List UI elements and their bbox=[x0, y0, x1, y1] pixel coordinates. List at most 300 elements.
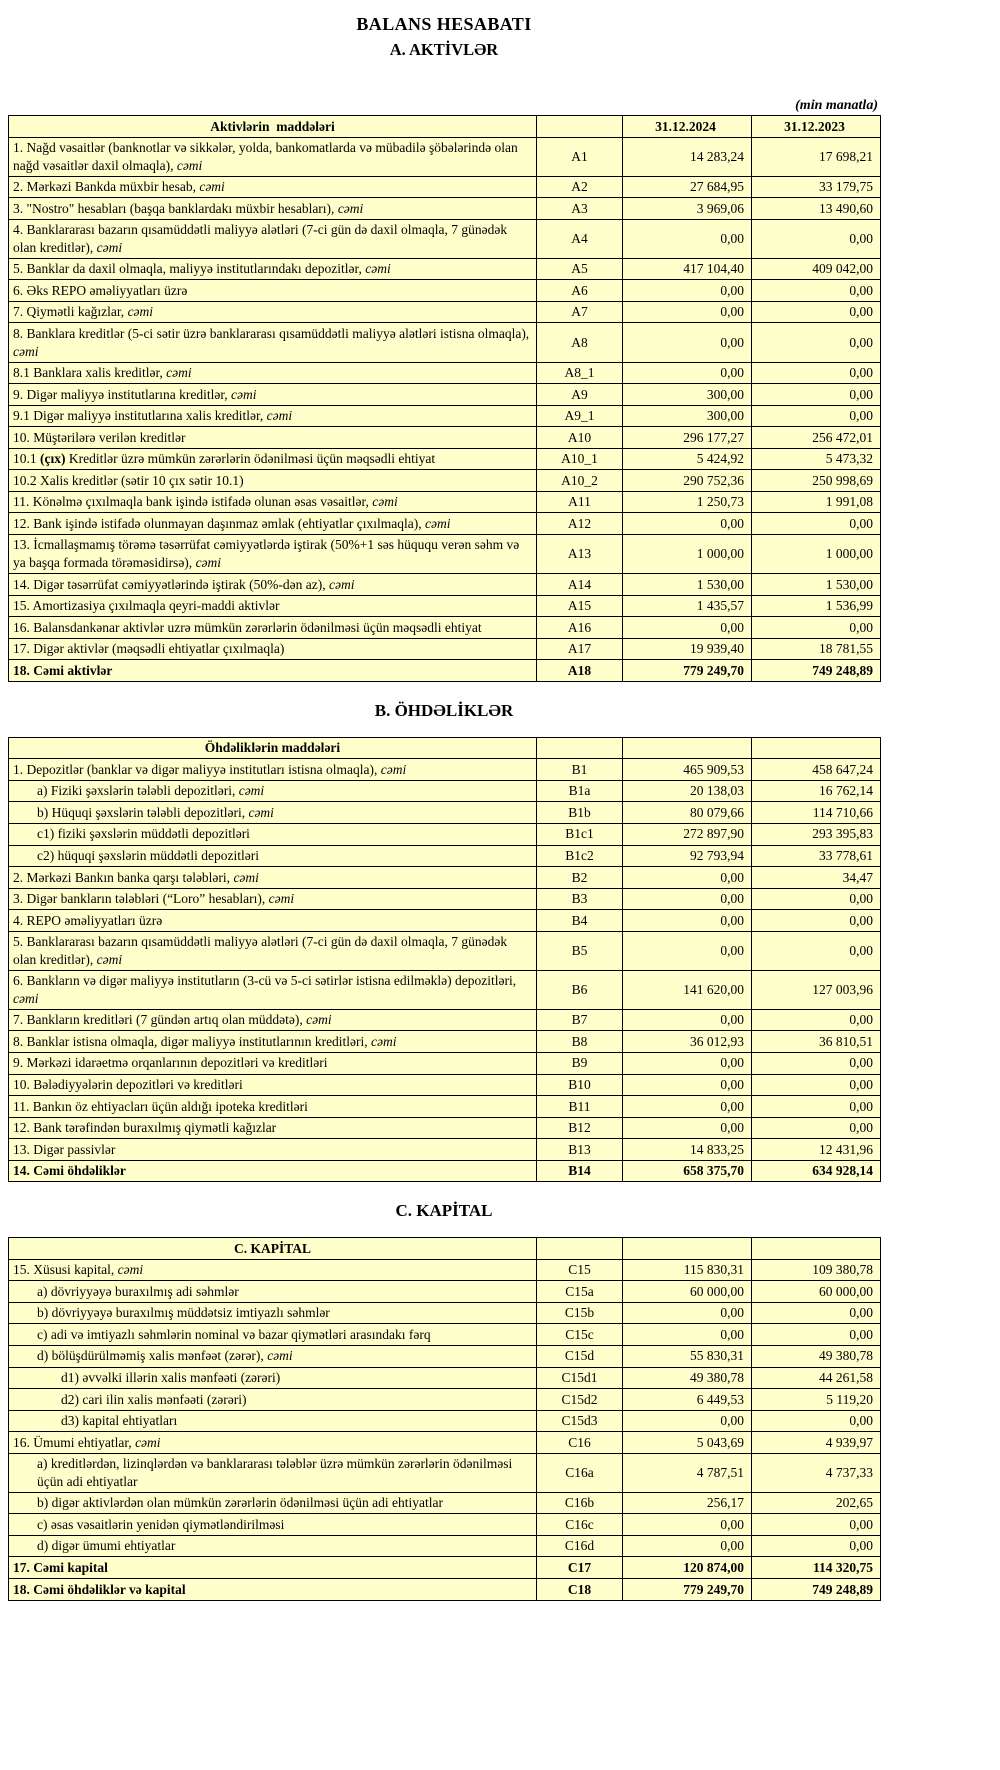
table-row bbox=[9, 470, 881, 492]
value-2023: 127 003,96 bbox=[752, 970, 881, 1009]
table-row bbox=[9, 1535, 881, 1557]
value-2024: 256,17 bbox=[623, 1492, 752, 1514]
table-row bbox=[9, 1259, 881, 1281]
item-label: d) digər ümumi ehtiyatlar bbox=[9, 1535, 537, 1557]
item-code: A3 bbox=[537, 198, 623, 220]
value-2024: 290 752,36 bbox=[623, 470, 752, 492]
item-code: C15 bbox=[537, 1259, 623, 1281]
table-row bbox=[9, 1389, 881, 1411]
column-header-code bbox=[537, 1238, 623, 1260]
table-row bbox=[9, 1432, 881, 1454]
value-2024: 300,00 bbox=[623, 405, 752, 427]
value-2024: 0,00 bbox=[623, 617, 752, 639]
value-2023: 5 473,32 bbox=[752, 448, 881, 470]
value-2024: 5 424,92 bbox=[623, 448, 752, 470]
table-row bbox=[9, 427, 881, 449]
value-2023: 18 781,55 bbox=[752, 638, 881, 660]
table-row bbox=[9, 1514, 881, 1536]
value-2023: 0,00 bbox=[752, 617, 881, 639]
item-label: 11. Könəlmə çıxılmaqla bank işində istifadə olunan əsas vəsaitlər, cəmi bbox=[9, 491, 537, 513]
balance-table-a bbox=[8, 115, 881, 682]
item-code: B6 bbox=[537, 970, 623, 1009]
table-row bbox=[9, 1281, 881, 1303]
value-2024: 1 435,57 bbox=[623, 595, 752, 617]
value-2024: 3 969,06 bbox=[623, 198, 752, 220]
table-row bbox=[9, 1345, 881, 1367]
table-row bbox=[9, 405, 881, 427]
value-2024: 0,00 bbox=[623, 910, 752, 932]
item-label: c2) hüquqi şəxslərin müddətli depozitləri bbox=[9, 845, 537, 867]
column-header-2023 bbox=[752, 737, 881, 759]
value-2023: 109 380,78 bbox=[752, 1259, 881, 1281]
table-row bbox=[9, 574, 881, 596]
item-code: C15d3 bbox=[537, 1410, 623, 1432]
item-label: 11. Bankın öz ehtiyacları üçün aldığı ipoteka kreditləri bbox=[9, 1096, 537, 1118]
item-label: 4. REPO əməliyyatları üzrə bbox=[9, 910, 537, 932]
item-label: 9. Digər maliyyə institutlarına kreditlər, cəmi bbox=[9, 384, 537, 406]
column-header-2023: 31.12.2023 bbox=[752, 116, 881, 138]
value-2024: 658 375,70 bbox=[623, 1160, 752, 1182]
table-row bbox=[9, 802, 881, 824]
table-row bbox=[9, 1324, 881, 1346]
item-code: B8 bbox=[537, 1031, 623, 1053]
value-2023: 256 472,01 bbox=[752, 427, 881, 449]
value-2024: 0,00 bbox=[623, 513, 752, 535]
item-label: 2. Mərkəzi Bankın banka qarşı tələbləri, cəmi bbox=[9, 867, 537, 889]
table-row bbox=[9, 1557, 881, 1579]
item-code: B5 bbox=[537, 931, 623, 970]
item-label: c1) fiziki şəxslərin müddətli depozitləri bbox=[9, 823, 537, 845]
item-code: A10 bbox=[537, 427, 623, 449]
value-2023: 0,00 bbox=[752, 1074, 881, 1096]
table-row bbox=[9, 491, 881, 513]
item-label: 18. Cəmi öhdəliklər və kapital bbox=[9, 1579, 537, 1601]
value-2024: 27 684,95 bbox=[623, 176, 752, 198]
value-2024: 0,00 bbox=[623, 1096, 752, 1118]
value-2024: 417 104,40 bbox=[623, 258, 752, 280]
table-row bbox=[9, 323, 881, 362]
value-2023: 16 762,14 bbox=[752, 780, 881, 802]
value-2023: 293 395,83 bbox=[752, 823, 881, 845]
item-label: 10. Müştərilərə verilən kreditlər bbox=[9, 427, 537, 449]
table-row bbox=[9, 301, 881, 323]
value-2023: 17 698,21 bbox=[752, 137, 881, 176]
value-2023: 458 647,24 bbox=[752, 759, 881, 781]
item-code: A9 bbox=[537, 384, 623, 406]
table-row bbox=[9, 970, 881, 1009]
table-header-row bbox=[9, 116, 881, 138]
item-code: B1c2 bbox=[537, 845, 623, 867]
item-label: c) əsas vəsaitlərin yenidən qiymətləndirilməsi bbox=[9, 1514, 537, 1536]
value-2023: 0,00 bbox=[752, 1117, 881, 1139]
value-2024: 92 793,94 bbox=[623, 845, 752, 867]
item-code: B2 bbox=[537, 867, 623, 889]
item-label: 1. Nağd vəsaitlər (banknotlar və sikkələr, yolda, bankomatlarda və mübadilə şöbələrində olan nağd vəsaitlər daxil olmaqla), cəmi bbox=[9, 137, 537, 176]
item-label: b) dövriyyəyə buraxılmış müddətsiz imtiyazlı səhmlər bbox=[9, 1302, 537, 1324]
item-label: 7. Bankların kreditləri (7 gündən artıq olan müddətə), cəmi bbox=[9, 1009, 537, 1031]
table-row bbox=[9, 1579, 881, 1601]
value-2023: 634 928,14 bbox=[752, 1160, 881, 1182]
value-2024: 49 380,78 bbox=[623, 1367, 752, 1389]
value-2024: 55 830,31 bbox=[623, 1345, 752, 1367]
item-label: 18. Cəmi aktivlər bbox=[9, 660, 537, 682]
item-label: 10.1 (çıx) Kreditlər üzrə mümkün zərərlərin ödənilməsi üçün məqsədli ehtiyat bbox=[9, 448, 537, 470]
item-code: C16b bbox=[537, 1492, 623, 1514]
value-2024: 60 000,00 bbox=[623, 1281, 752, 1303]
item-code: A14 bbox=[537, 574, 623, 596]
balance-table-b bbox=[8, 737, 881, 1182]
item-label: d1) əvvəlki illərin xalis mənfəəti (zərəri) bbox=[9, 1367, 537, 1389]
table-row bbox=[9, 1117, 881, 1139]
item-code: A5 bbox=[537, 258, 623, 280]
column-header-items: C. KAPİTAL bbox=[9, 1238, 537, 1260]
item-label: a) dövriyyəyə buraxılmış adi səhmlər bbox=[9, 1281, 537, 1303]
value-2024: 300,00 bbox=[623, 384, 752, 406]
value-2024: 14 833,25 bbox=[623, 1139, 752, 1161]
item-code: A1 bbox=[537, 137, 623, 176]
item-label: 15. Xüsusi kapital, cəmi bbox=[9, 1259, 537, 1281]
item-label: 4. Banklararası bazarın qısamüddətli maliyyə alətləri (7-ci gün də daxil olmaqla, 7 günədək olan kreditlər), cəmi bbox=[9, 219, 537, 258]
value-2024: 19 939,40 bbox=[623, 638, 752, 660]
item-code: A15 bbox=[537, 595, 623, 617]
table-row bbox=[9, 780, 881, 802]
table-row bbox=[9, 888, 881, 910]
item-label: 5. Banklararası bazarın qısamüddətli maliyyə alətləri (7-ci gün də daxil olmaqla, 7 günədək olan kreditlər), cəmi bbox=[9, 931, 537, 970]
value-2024: 80 079,66 bbox=[623, 802, 752, 824]
value-2024: 14 283,24 bbox=[623, 137, 752, 176]
table-row bbox=[9, 1492, 881, 1514]
value-2023: 1 530,00 bbox=[752, 574, 881, 596]
value-2023: 749 248,89 bbox=[752, 660, 881, 682]
item-label: a) Fiziki şəxslərin tələbli depozitləri, cəmi bbox=[9, 780, 537, 802]
table-row bbox=[9, 137, 881, 176]
item-label: 6. Bankların və digər maliyyə institutların (3-cü və 5-ci sətirlər istisna edilməklə) depozitləri, cəmi bbox=[9, 970, 537, 1009]
item-label: 7. Qiymətli kağızlar, cəmi bbox=[9, 301, 537, 323]
table-row bbox=[9, 910, 881, 932]
item-label: 1. Depozitlər (banklar və digər maliyyə institutları istisna olmaqla), cəmi bbox=[9, 759, 537, 781]
item-code: B1a bbox=[537, 780, 623, 802]
item-code: A10_2 bbox=[537, 470, 623, 492]
value-2023: 1 991,08 bbox=[752, 491, 881, 513]
value-2023: 1 536,99 bbox=[752, 595, 881, 617]
value-2023: 0,00 bbox=[752, 931, 881, 970]
value-2024: 0,00 bbox=[623, 867, 752, 889]
value-2024: 0,00 bbox=[623, 1324, 752, 1346]
item-label: b) Hüquqi şəxslərin tələbli depozitləri, cəmi bbox=[9, 802, 537, 824]
value-2024: 0,00 bbox=[623, 1514, 752, 1536]
item-label: 9. Mərkəzi idarəetmə orqanlarının depozitləri və kreditləri bbox=[9, 1052, 537, 1074]
value-2023: 0,00 bbox=[752, 888, 881, 910]
table-row bbox=[9, 1139, 881, 1161]
content-area bbox=[8, 14, 880, 1601]
item-label: c) adi və imtiyazlı səhmlərin nominal və bazar qiymətləri arasındakı fərq bbox=[9, 1324, 537, 1346]
item-code: A6 bbox=[537, 280, 623, 302]
item-code: B11 bbox=[537, 1096, 623, 1118]
column-header-2023 bbox=[752, 1238, 881, 1260]
item-code: B3 bbox=[537, 888, 623, 910]
column-header-code bbox=[537, 116, 623, 138]
value-2023: 0,00 bbox=[752, 1514, 881, 1536]
table-row bbox=[9, 1052, 881, 1074]
value-2023: 33 778,61 bbox=[752, 845, 881, 867]
column-header-code bbox=[537, 737, 623, 759]
value-2024: 0,00 bbox=[623, 280, 752, 302]
item-label: d3) kapital ehtiyatları bbox=[9, 1410, 537, 1432]
value-2023: 0,00 bbox=[752, 1410, 881, 1432]
table-row bbox=[9, 219, 881, 258]
item-code: A4 bbox=[537, 219, 623, 258]
column-header-2024: 31.12.2024 bbox=[623, 116, 752, 138]
value-2023: 202,65 bbox=[752, 1492, 881, 1514]
value-2023: 0,00 bbox=[752, 219, 881, 258]
value-2023: 0,00 bbox=[752, 1324, 881, 1346]
value-2023: 749 248,89 bbox=[752, 1579, 881, 1601]
value-2024: 0,00 bbox=[623, 362, 752, 384]
value-2023: 0,00 bbox=[752, 280, 881, 302]
table-row bbox=[9, 1302, 881, 1324]
item-label: 8. Banklara kreditlər (5-ci sətir üzrə banklararası qısamüddətli maliyyə alətləri istisna olmaqla), cəmi bbox=[9, 323, 537, 362]
value-2023: 0,00 bbox=[752, 362, 881, 384]
value-2023: 0,00 bbox=[752, 1096, 881, 1118]
table-row bbox=[9, 845, 881, 867]
section-a-heading: A. AKTİVLƏR bbox=[389, 40, 499, 59]
value-2023: 44 261,58 bbox=[752, 1367, 881, 1389]
value-2024: 272 897,90 bbox=[623, 823, 752, 845]
table-row bbox=[9, 931, 881, 970]
table-row bbox=[9, 513, 881, 535]
table-row bbox=[9, 638, 881, 660]
table-row bbox=[9, 1009, 881, 1031]
item-code: B4 bbox=[537, 910, 623, 932]
item-label: 10.2 Xalis kreditlər (sətir 10 çıx sətir 10.1) bbox=[9, 470, 537, 492]
item-code: C15c bbox=[537, 1324, 623, 1346]
item-code: C15a bbox=[537, 1281, 623, 1303]
item-label: 12. Bank tərəfindən buraxılmış qiymətli kağızlar bbox=[9, 1117, 537, 1139]
item-code: B7 bbox=[537, 1009, 623, 1031]
balance-table-c bbox=[8, 1237, 881, 1600]
value-2024: 20 138,03 bbox=[623, 780, 752, 802]
value-2023: 4 939,97 bbox=[752, 1432, 881, 1454]
table-row bbox=[9, 1031, 881, 1053]
tables-container bbox=[8, 115, 880, 1601]
table-row bbox=[9, 534, 881, 573]
table-row bbox=[9, 362, 881, 384]
value-2023: 60 000,00 bbox=[752, 1281, 881, 1303]
table-row bbox=[9, 595, 881, 617]
item-code: B1 bbox=[537, 759, 623, 781]
value-2024: 115 830,31 bbox=[623, 1259, 752, 1281]
item-label: 16. Balansdankənar aktivlər uzrə mümkün zərərlərin ödənilməsi üçün məqsədli ehtiyat bbox=[9, 617, 537, 639]
value-2024: 5 043,69 bbox=[623, 1432, 752, 1454]
value-2024: 0,00 bbox=[623, 301, 752, 323]
item-label: d) bölüşdürülməmiş xalis mənfəət (zərər), cəmi bbox=[9, 1345, 537, 1367]
value-2024: 36 012,93 bbox=[623, 1031, 752, 1053]
item-code: C15d1 bbox=[537, 1367, 623, 1389]
table-row bbox=[9, 448, 881, 470]
table-row bbox=[9, 660, 881, 682]
value-2023: 0,00 bbox=[752, 323, 881, 362]
item-label: 17. Cəmi kapital bbox=[9, 1557, 537, 1579]
value-2023: 0,00 bbox=[752, 1052, 881, 1074]
value-2023: 0,00 bbox=[752, 1302, 881, 1324]
item-code: B10 bbox=[537, 1074, 623, 1096]
value-2023: 0,00 bbox=[752, 1009, 881, 1031]
unit-note: (min manatla) bbox=[795, 98, 878, 113]
item-label: 10. Bələdiyyələrin depozitləri və kreditləri bbox=[9, 1074, 537, 1096]
value-2024: 4 787,51 bbox=[623, 1453, 752, 1492]
item-label: 6. Əks REPO əməliyyatları üzrə bbox=[9, 280, 537, 302]
value-2023: 49 380,78 bbox=[752, 1345, 881, 1367]
item-code: C16 bbox=[537, 1432, 623, 1454]
value-2023: 33 179,75 bbox=[752, 176, 881, 198]
value-2024: 465 909,53 bbox=[623, 759, 752, 781]
item-label: 15. Amortizasiya çıxılmaqla qeyri-maddi aktivlər bbox=[9, 595, 537, 617]
item-code: A17 bbox=[537, 638, 623, 660]
value-2023: 1 000,00 bbox=[752, 534, 881, 573]
item-code: A8 bbox=[537, 323, 623, 362]
item-code: A18 bbox=[537, 660, 623, 682]
value-2024: 0,00 bbox=[623, 1052, 752, 1074]
item-code: B1c1 bbox=[537, 823, 623, 845]
item-code: A8_1 bbox=[537, 362, 623, 384]
item-label: d2) cari ilin xalis mənfəəti (zərəri) bbox=[9, 1389, 537, 1411]
value-2023: 0,00 bbox=[752, 301, 881, 323]
item-code: A12 bbox=[537, 513, 623, 535]
value-2024: 0,00 bbox=[623, 219, 752, 258]
table-row bbox=[9, 617, 881, 639]
value-2024: 0,00 bbox=[623, 931, 752, 970]
value-2024: 0,00 bbox=[623, 323, 752, 362]
section-b-heading: B. ÖHDƏLİKLƏR bbox=[374, 700, 514, 720]
table-row bbox=[9, 759, 881, 781]
value-2024: 141 620,00 bbox=[623, 970, 752, 1009]
table-row bbox=[9, 1367, 881, 1389]
item-code: C15d bbox=[537, 1345, 623, 1367]
item-code: A10_1 bbox=[537, 448, 623, 470]
value-2024: 779 249,70 bbox=[623, 1579, 752, 1601]
value-2024: 779 249,70 bbox=[623, 660, 752, 682]
value-2024: 1 530,00 bbox=[623, 574, 752, 596]
table-header-row bbox=[9, 1238, 881, 1260]
table-row bbox=[9, 1453, 881, 1492]
value-2023: 114 320,75 bbox=[752, 1557, 881, 1579]
value-2024: 6 449,53 bbox=[623, 1389, 752, 1411]
value-2024: 0,00 bbox=[623, 1302, 752, 1324]
item-code: C16d bbox=[537, 1535, 623, 1557]
value-2023: 0,00 bbox=[752, 1535, 881, 1557]
table-row bbox=[9, 1096, 881, 1118]
item-label: 5. Banklar da daxil olmaqla, maliyyə institutlarındakı depozitlər, cəmi bbox=[9, 258, 537, 280]
value-2023: 5 119,20 bbox=[752, 1389, 881, 1411]
value-2023: 13 490,60 bbox=[752, 198, 881, 220]
item-code: A2 bbox=[537, 176, 623, 198]
item-code: B1b bbox=[537, 802, 623, 824]
item-label: b) digər aktivlərdən olan mümkün zərərlərin ödənilməsi üçün adi ehtiyatlar bbox=[9, 1492, 537, 1514]
column-header-2024 bbox=[623, 1238, 752, 1260]
value-2024: 296 177,27 bbox=[623, 427, 752, 449]
item-code: A9_1 bbox=[537, 405, 623, 427]
table-row bbox=[9, 1160, 881, 1182]
value-2024: 1 250,73 bbox=[623, 491, 752, 513]
table-row bbox=[9, 867, 881, 889]
item-code: B12 bbox=[537, 1117, 623, 1139]
table-row bbox=[9, 823, 881, 845]
value-2023: 34,47 bbox=[752, 867, 881, 889]
item-code: C15b bbox=[537, 1302, 623, 1324]
value-2024: 0,00 bbox=[623, 1074, 752, 1096]
value-2023: 114 710,66 bbox=[752, 802, 881, 824]
value-2023: 250 998,69 bbox=[752, 470, 881, 492]
item-code: C17 bbox=[537, 1557, 623, 1579]
item-label: 13. Digər passivlər bbox=[9, 1139, 537, 1161]
value-2023: 36 810,51 bbox=[752, 1031, 881, 1053]
value-2023: 0,00 bbox=[752, 405, 881, 427]
item-label: 12. Bank işində istifadə olunmayan daşınmaz əmlak (ehtiyatlar çıxılmaqla), cəmi bbox=[9, 513, 537, 535]
item-code: B9 bbox=[537, 1052, 623, 1074]
value-2023: 12 431,96 bbox=[752, 1139, 881, 1161]
value-2024: 0,00 bbox=[623, 1535, 752, 1557]
table-row bbox=[9, 258, 881, 280]
item-code: C16c bbox=[537, 1514, 623, 1536]
item-label: 14. Cəmi öhdəliklər bbox=[9, 1160, 537, 1182]
item-code: C16a bbox=[537, 1453, 623, 1492]
value-2023: 0,00 bbox=[752, 910, 881, 932]
column-header-items: Öhdəliklərin maddələri bbox=[9, 737, 537, 759]
item-code: A11 bbox=[537, 491, 623, 513]
item-code: A16 bbox=[537, 617, 623, 639]
table-row bbox=[9, 280, 881, 302]
value-2024: 1 000,00 bbox=[623, 534, 752, 573]
item-label: 16. Ümumi ehtiyatlar, cəmi bbox=[9, 1432, 537, 1454]
table-header-row bbox=[9, 737, 881, 759]
value-2024: 0,00 bbox=[623, 1410, 752, 1432]
item-code: B14 bbox=[537, 1160, 623, 1182]
value-2023: 409 042,00 bbox=[752, 258, 881, 280]
table-row bbox=[9, 1410, 881, 1432]
section-c-heading: C. KAPİTAL bbox=[395, 1201, 493, 1221]
item-code: B13 bbox=[537, 1139, 623, 1161]
item-label: 8. Banklar istisna olmaqla, digər maliyyə institutlarının kreditləri, cəmi bbox=[9, 1031, 537, 1053]
table-row bbox=[9, 198, 881, 220]
value-2024: 120 874,00 bbox=[623, 1557, 752, 1579]
item-label: 2. Mərkəzi Bankda müxbir hesab, cəmi bbox=[9, 176, 537, 198]
item-code: A13 bbox=[537, 534, 623, 573]
item-label: 3. Digər bankların tələbləri (“Loro” hesabları), cəmi bbox=[9, 888, 537, 910]
item-label: a) kreditlərdən, lizinqlərdən və banklararası tələblər üzrə mümkün zərərlərin ödənilməsi üçün adi ehtiyatlar bbox=[9, 1453, 537, 1492]
item-label: 17. Digər aktivlər (məqsədli ehtiyatlar çıxılmaqla) bbox=[9, 638, 537, 660]
item-code: A7 bbox=[537, 301, 623, 323]
value-2023: 0,00 bbox=[752, 384, 881, 406]
table-row bbox=[9, 176, 881, 198]
value-2024: 0,00 bbox=[623, 1117, 752, 1139]
item-label: 3. "Nostro" hesabları (başqa banklardakı müxbir hesabları), cəmi bbox=[9, 198, 537, 220]
item-label: 14. Digər təsərrüfat cəmiyyətlərində iştirak (50%-dən az), cəmi bbox=[9, 574, 537, 596]
item-label: 13. İcmallaşmamış törəmə təsərrüfat cəmiyyətlərdə iştirak (50%+1 səs hüququ verən səhm və ya başqa formada törəməsidirsə), cəmi bbox=[9, 534, 537, 573]
value-2023: 4 737,33 bbox=[752, 1453, 881, 1492]
item-label: 8.1 Banklara xalis kreditlər, cəmi bbox=[9, 362, 537, 384]
column-header-2024 bbox=[623, 737, 752, 759]
value-2023: 0,00 bbox=[752, 513, 881, 535]
value-2024: 0,00 bbox=[623, 1009, 752, 1031]
table-row bbox=[9, 1074, 881, 1096]
value-2024: 0,00 bbox=[623, 888, 752, 910]
page-title: BALANS HESABATI bbox=[356, 14, 532, 34]
item-label: 9.1 Digər maliyyə institutlarına xalis kreditlər, cəmi bbox=[9, 405, 537, 427]
item-code: C15d2 bbox=[537, 1389, 623, 1411]
table-row bbox=[9, 384, 881, 406]
item-code: C18 bbox=[537, 1579, 623, 1601]
column-header-items: Aktivlərin maddələri bbox=[9, 116, 537, 138]
